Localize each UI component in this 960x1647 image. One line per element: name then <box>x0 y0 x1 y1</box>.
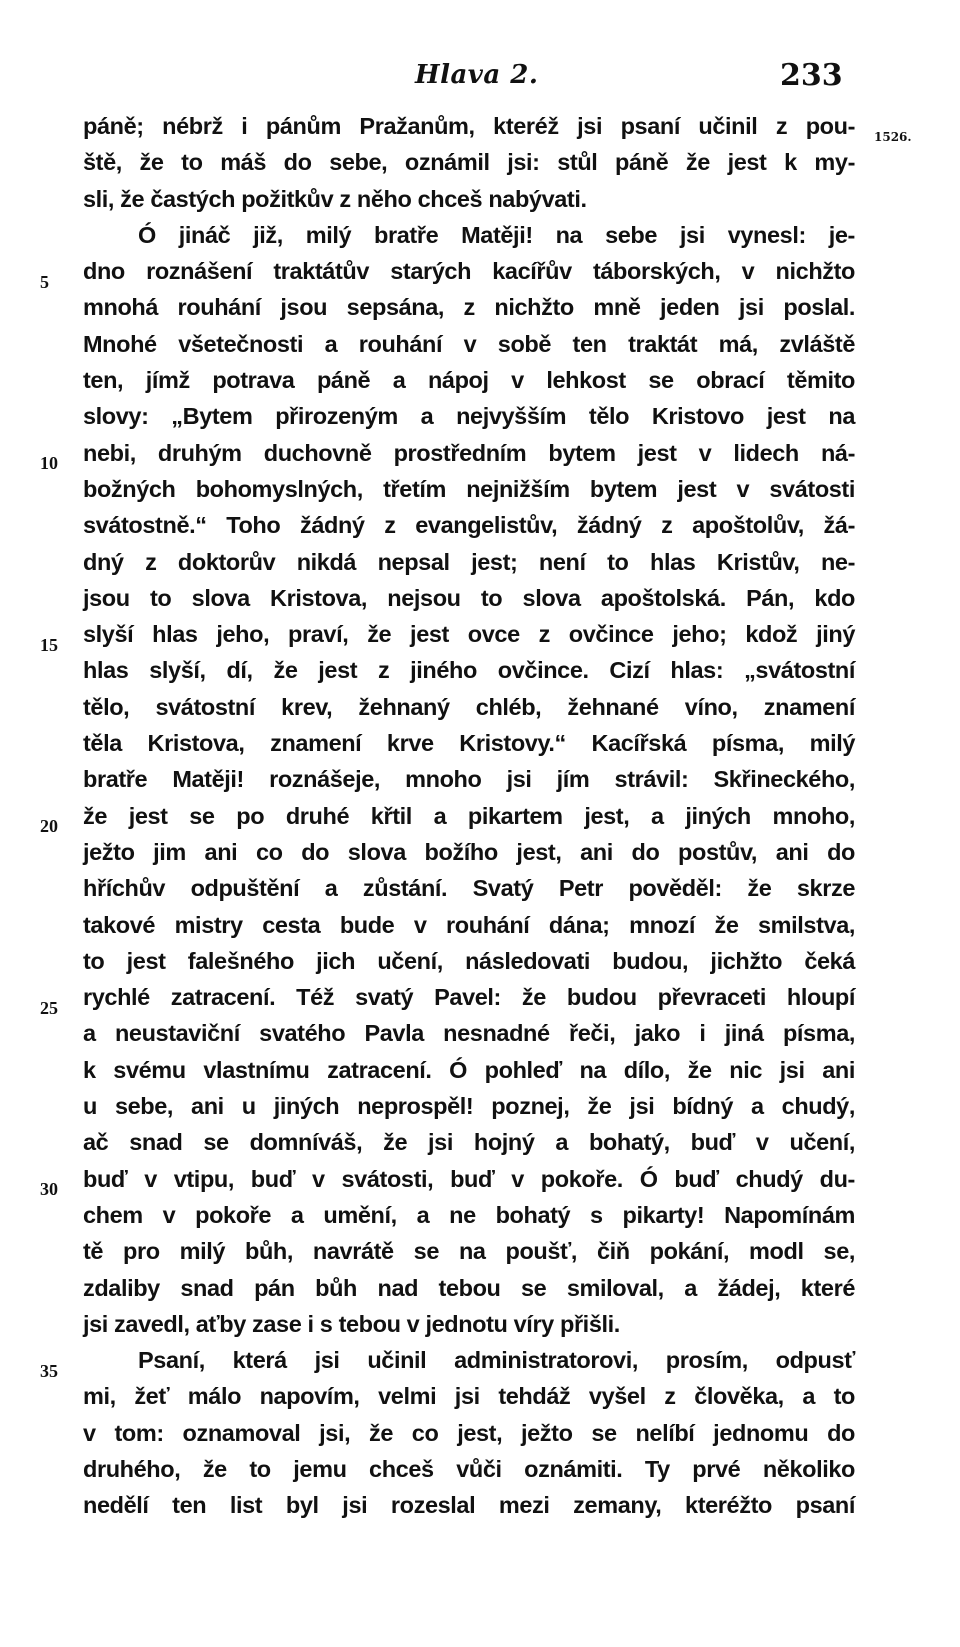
chapter-heading: Hlava 2. <box>415 60 539 90</box>
text-line: těla Kristova, znamení krve Kristovy.“ Kacířská písma, milý <box>83 730 855 757</box>
text-line: nebi, druhým duchovně prostředním bytem jest v lidech ná- <box>83 439 855 466</box>
line-number: 20 <box>40 816 58 836</box>
text-line: tělo, svátostní krev, žehnaný chléb, žehnané víno, znamení <box>83 693 855 720</box>
text-line: druhého, že to jemu chceš vůči oznámiti. Ty prvé několiko <box>83 1455 855 1482</box>
line-number: 10 <box>40 453 58 473</box>
text-line: k svému vlastnímu zatracení. Ó pohleď na dílo, že nic jsi ani <box>83 1056 855 1083</box>
text-line: tě pro milý bůh, navrátě se na poušť, čiň pokání, modl se, <box>83 1238 855 1265</box>
text-line: božných bohomyslných, třetím nejnižším bytem jest v svátosti <box>83 475 855 502</box>
text-line: a neustaviční svatého Pavla nesnadné řeči, jako i jiná písma, <box>83 1020 855 1047</box>
text-line: ten, jímž potrava páně a nápoj v lehkost se obrací těmito <box>83 367 855 394</box>
text-line: dno roznášení traktátův starých kacířův táborských, v nichžto <box>83 258 855 285</box>
text-line: svátostně.“ Toho žádný z evangelistův, žádný z apoštolův, žá- <box>83 512 855 539</box>
text-line: zdaliby snad pán bůh nad tebou se smiloval, a žádej, které <box>83 1274 855 1301</box>
text-line: nedělí ten list byl jsi rozeslal mezi zemany, kteréžto psaní <box>83 1492 855 1519</box>
text-line: Psaní, která jsi učinil administratorovi, prosím, odpusť <box>138 1347 855 1374</box>
text-line: chem v pokoře a umění, a ne bohatý s pikarty! Napomínám <box>83 1201 855 1228</box>
text-line: sli, že častých požitkův z něho chceš nabývati. <box>83 185 587 212</box>
text-line: jsi zavedl, aťby zase i s tebou v jednotu víry přišli. <box>83 1310 620 1337</box>
text-line: takové mistry cesta bude v rouhání dána; mnozí že smilstva, <box>83 911 855 938</box>
text-line: mi, žeť málo napovím, velmi jsi tehdáž vyšel z člověka, a to <box>83 1383 855 1410</box>
text-line: buď v vtipu, buď v svátosti, buď v pokoře. Ó buď chudý du- <box>83 1165 855 1192</box>
text-line: hlas slyší, dí, že jest z jiného ovčince. Cizí hlas: „svátostní <box>83 657 855 684</box>
line-number: 5 <box>40 272 49 292</box>
text-line: Ó jináč již, milý bratře Matěji! na sebe jsi vynesl: je- <box>138 221 855 248</box>
text-line: mnohá rouhání jsou sepsána, z nichžto mně jeden jsi poslal. <box>83 294 855 321</box>
text-line: že jest se po druhé křtil a pikartem jest, a jiných mnoho, <box>83 802 855 829</box>
text-line: jsou to slova Kristova, nejsou to slova apoštolská. Pán, kdo <box>83 584 855 611</box>
text-line: u sebe, ani u jiných neprospěl! poznej, že jsi bídný a chudý, <box>83 1093 855 1120</box>
line-number: 35 <box>40 1361 58 1381</box>
margin-year-note: 1526. <box>874 130 912 144</box>
line-number: 30 <box>40 1179 58 1199</box>
text-line: v tom: oznamoval jsi, že co jest, ježto se nelíbí jednomu do <box>83 1419 855 1446</box>
text-line: bratře Matěji! roznášeje, mnoho jsi jím strávil: Skřineckého, <box>83 766 855 793</box>
line-number: 25 <box>40 998 58 1018</box>
text-line: rychlé zatracení. Též svatý Pavel: že budou převraceti hloupí <box>83 984 855 1011</box>
page-number: 233 <box>780 58 843 93</box>
text-line: hříchův odpuštění a zůstání. Svatý Petr pověděl: že skrze <box>83 875 855 902</box>
text-line: slyší hlas jeho, praví, že jest ovce z ovčince jeho; kdož jiný <box>83 621 855 648</box>
text-line: slovy: „Bytem přirozeným a nejvyšším tělo Kristovo jest na <box>83 403 855 430</box>
text-line: dný z doktorův nikdá nepsal jest; není to hlas Kristův, ne- <box>83 548 855 575</box>
text-line: ač snad se domníváš, že jsi hojný a bohatý, buď v učení, <box>83 1129 855 1156</box>
text-line: ště, že to máš do sebe, oznámil jsi: stůl páně že jest k my- <box>83 149 855 176</box>
line-number: 15 <box>40 635 58 655</box>
body-text <box>83 108 855 1524</box>
text-line: to jest falešného jich učení, následovati budou, jichžto čeká <box>83 947 855 974</box>
text-line: Mnohé všetečnosti a rouhání v sobě ten traktát má, zvláště <box>83 330 855 357</box>
text-line: páně; nébrž i pánům Pražanům, kteréž jsi psaní učinil z pou- <box>83 113 855 139</box>
text-line: ježto jim ani co do slova božího jest, ani do postův, ani do <box>83 838 855 865</box>
